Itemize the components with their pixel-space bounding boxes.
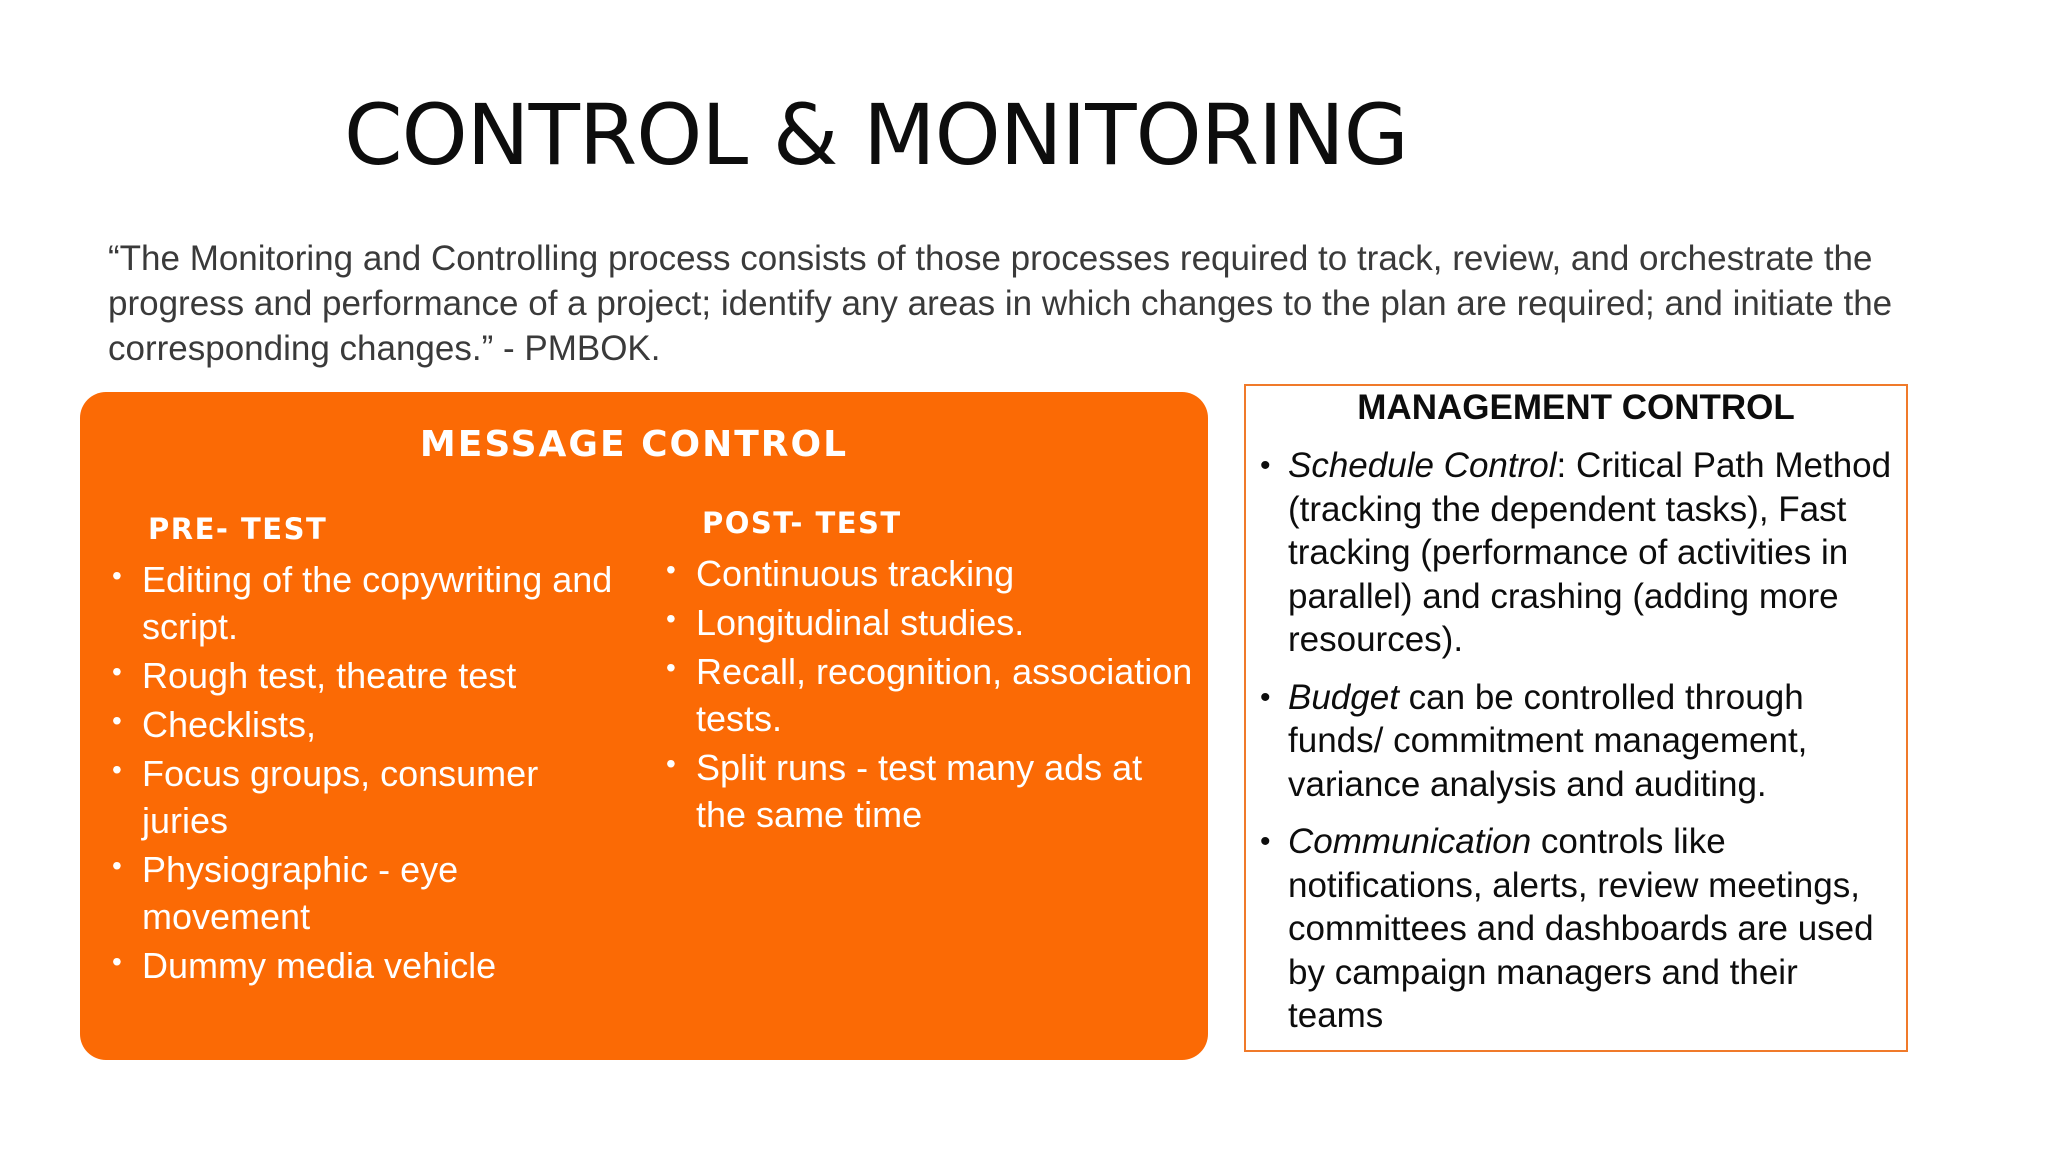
list-item-text: Editing of the copywriting and script. — [142, 559, 613, 647]
message-control-panel — [80, 392, 1208, 1060]
list-item-text: Focus groups, consumer juries — [142, 753, 539, 841]
management-control-list — [1258, 444, 1898, 1052]
bullet-icon: • — [1260, 449, 1271, 482]
list-item — [666, 648, 1196, 742]
list-item — [112, 652, 632, 699]
list-item-text: Checklists, — [142, 704, 317, 745]
list-item — [666, 744, 1196, 838]
bullet-icon: • — [666, 748, 676, 779]
list-item-text: Longitudinal studies. — [696, 602, 1025, 643]
post-test-heading: POST- TEST — [702, 506, 902, 540]
list-item-text: Continuous tracking — [696, 553, 1015, 594]
list-item — [1258, 676, 1898, 807]
bullet-icon: • — [112, 754, 122, 785]
list-item — [112, 942, 632, 989]
message-control-title: MESSAGE CONTROL — [419, 424, 849, 465]
list-item — [1258, 444, 1898, 662]
post-test-list — [666, 550, 1196, 838]
pre-test-list — [112, 556, 632, 989]
pmbok-quote: “The Monitoring and Controlling process consists of those processes required to track, review, and orchestrate the progress and performance of a project; identify any areas in which changes to the plan are required; and initiate the corresponding changes.” - PMBOK. — [108, 239, 1893, 368]
list-item — [112, 846, 632, 940]
list-item — [666, 599, 1196, 646]
communication-term: Communication — [1288, 822, 1532, 861]
schedule-control-term: Schedule Control — [1288, 446, 1557, 485]
list-item-text: Dummy media vehicle — [142, 945, 497, 986]
list-item-text: Physiographic - eye movement — [142, 849, 459, 937]
bullet-icon: • — [1260, 680, 1271, 714]
management-control-title: MANAGEMENT CONTROL — [1357, 388, 1795, 427]
list-item — [112, 750, 632, 844]
list-item — [112, 701, 632, 748]
pre-test-heading: PRE- TEST — [148, 512, 328, 546]
schedule-control-text: : Critical Path Method (tracking the dependent tasks), Fast tracking (performance of activities in parallel) and crashing (adding more resources). — [1288, 446, 1892, 659]
post-test-column — [666, 506, 1196, 840]
bullet-icon: • — [112, 560, 122, 591]
list-item — [112, 556, 632, 650]
budget-text: can be controlled through funds/ commitment management, variance analysis and auditing. — [1288, 677, 1808, 804]
bullet-icon: • — [112, 656, 122, 687]
management-control-panel — [1244, 384, 1908, 1052]
bullet-icon: • — [112, 850, 122, 881]
list-item — [1258, 820, 1898, 1038]
bullet-icon: • — [1260, 825, 1271, 858]
communication-text: controls like notifications, alerts, review meetings, committees and dashboards are used by campaign managers and their teams — [1288, 822, 1874, 1035]
list-item-text: Recall, recognition, association tests. — [696, 651, 1193, 739]
list-item — [666, 550, 1196, 597]
bullet-icon: • — [112, 705, 122, 736]
budget-term: Budget — [1288, 677, 1399, 717]
pre-test-column — [112, 512, 632, 991]
bullet-icon: • — [112, 946, 122, 977]
list-item-text: Split runs - test many ads at the same time — [696, 747, 1143, 835]
bullet-icon: • — [666, 603, 676, 634]
bullet-icon: • — [666, 652, 676, 683]
bullet-icon: • — [666, 554, 676, 585]
list-item-text: Rough test, theatre test — [142, 655, 517, 696]
page-title: CONTROL & MONITORING — [344, 86, 1408, 184]
